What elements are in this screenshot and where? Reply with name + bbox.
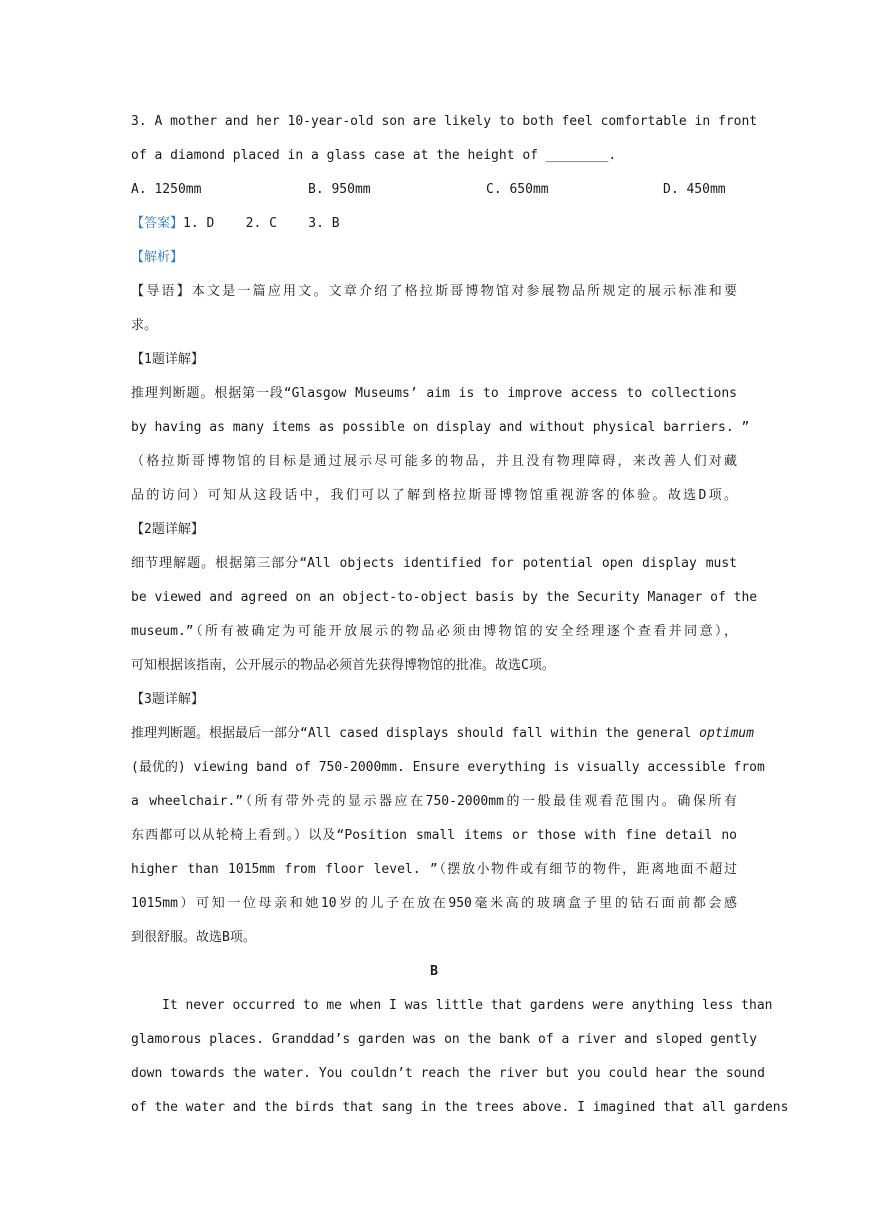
detail-2-line: 可知根据该指南，公开展示的物品必须首先获得博物馆的批准。故选C项。 (131, 658, 555, 673)
detail-2-heading: 【2题详解】 (131, 522, 204, 537)
detail-3-line: (最优的) viewing band of 750-2000mm. Ensure everything is visually accessible from (131, 760, 765, 775)
analysis-label: 【解析】 (131, 250, 184, 265)
option-a: A. 1250mm (131, 182, 202, 197)
answers-line (131, 210, 737, 244)
section-b-title: B (430, 964, 438, 979)
option-b: B. 950mm (308, 182, 371, 197)
detail-1-heading: 【1题详解】 (131, 352, 204, 367)
detail-2-line: museum.”（所有被确定为可能开放展示的物品必须由博物馆的安全经理逐个查看并同意）， (131, 624, 737, 639)
answers-label: 【答案】 (131, 216, 184, 231)
detail-3-line: a wheelchair.”（所有带外壳的显示器应在750-2000mm的一般最佳观看范围内。确保所有 (131, 794, 737, 809)
detail-2-line: be viewed and agreed on an object-to-object basis by the Security Manager of the (131, 590, 758, 605)
detail-3-line: higher than 1015mm from floor level. ”（摆放小物件或有细节的物件，距离地面不超过 (131, 862, 737, 877)
detail-3-line: 东西都可以从轮椅上看到。）以及“Position small items or those with fine detail no (131, 828, 737, 843)
detail-1-line: （格拉斯哥博物馆的目标是通过展示尽可能多的物品，并且没有物理障碍，来改善人们对藏 (131, 454, 737, 469)
passage-line: glamorous places. Granddad’s garden was on the bank of a river and sloped gently (131, 1032, 758, 1047)
option-d: D. 450mm (663, 182, 726, 197)
question-3-line-1: 3. A mother and her 10-year-old son are likely to both feel comfortable in front (131, 114, 758, 129)
passage-line: It never occurred to me when I was little that gardens were anything less than (162, 998, 773, 1013)
answers-text: 1. D 2. C 3. B (183, 216, 340, 231)
optimum-term: optimum (699, 726, 754, 741)
detail-2-line: 细节理解题。根据第三部分“All objects identified for potential open display must (131, 556, 737, 571)
guide-line-1: 【导语】本文是一篇应用文。文章介绍了格拉斯哥博物馆对参展物品所规定的展示标准和要 (131, 284, 737, 299)
detail-3-line: 到很舒服。故选B项。 (131, 930, 256, 945)
passage-line: down towards the water. You couldn’t reach the river but you could hear the sound (131, 1066, 765, 1081)
detail-3-line-1 (131, 720, 754, 754)
question-3-options (131, 176, 737, 210)
passage-line: of the water and the birds that sang in the trees above. I imagined that all gardens (131, 1100, 789, 1115)
option-c: C. 650mm (486, 182, 549, 197)
detail-1-line: 品的访问）可知从这段话中，我们可以了解到格拉斯哥博物馆重视游客的体验。故选D项。 (131, 488, 737, 503)
document-page (131, 108, 789, 1128)
detail-1-line: by having as many items as possible on display and without physical barriers. ” (131, 420, 750, 435)
question-3-line-2: of a diamond placed in a glass case at the height of ________. (131, 148, 617, 163)
guide-line-2: 求。 (131, 318, 158, 333)
detail-3-line-1-text: 推理判断题。根据最后一部分“All cased displays should fall within the general (131, 726, 700, 741)
detail-1-line: 推理判断题。根据第一段“Glasgow Museums’ aim is to improve access to collections (131, 386, 737, 401)
detail-3-line: 1015mm）可知一位母亲和她10岁的儿子在放在950毫米高的玻璃盒子里的钻石面前都会感 (131, 896, 737, 911)
detail-3-heading: 【3题详解】 (131, 692, 204, 707)
